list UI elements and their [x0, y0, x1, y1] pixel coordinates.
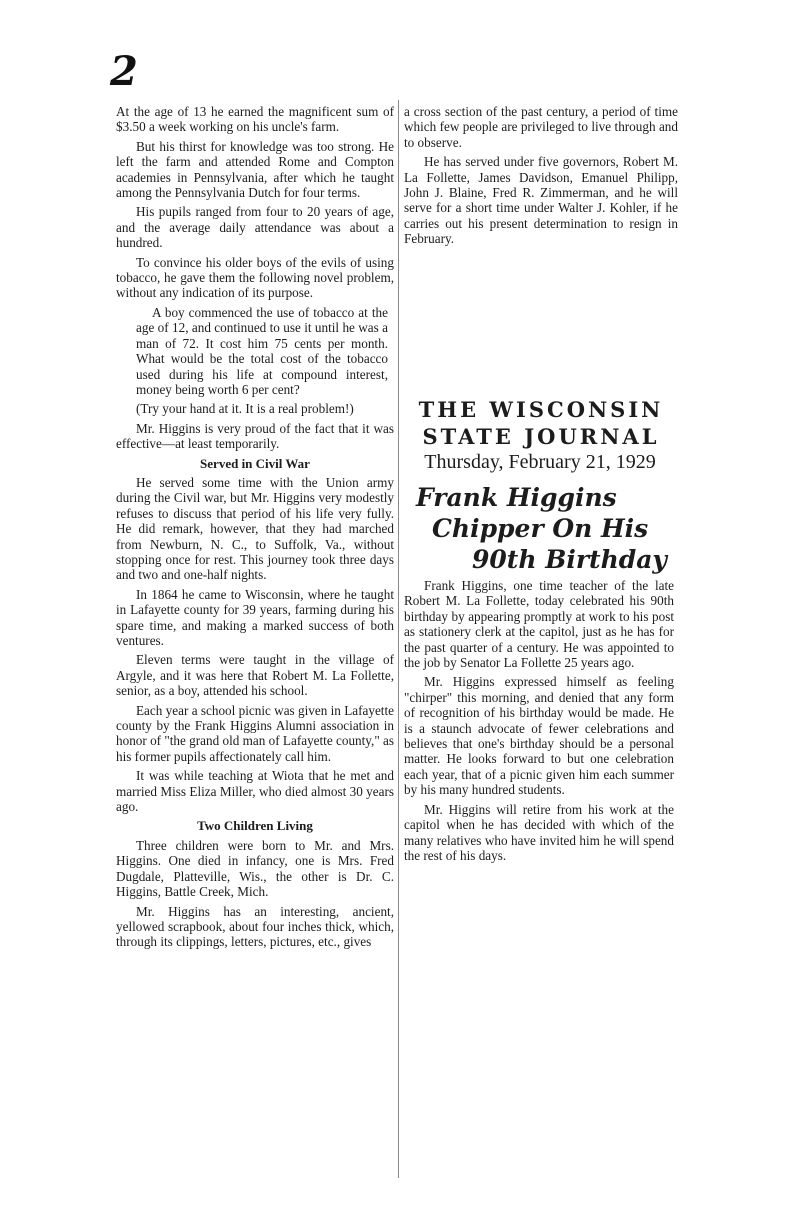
- paragraph: At the age of 13 he earned the magnificent sum of $3.50 a week working on his uncle's farm.: [116, 104, 394, 135]
- paragraph: He has served under five governors, Robert M. La Follette, James Davidson, Emanuel Philipp, John J. Blaine, Fred R. Zimmerman, and he will serve for a short time under Walter J. Kohler, if he carries out his present determination to resign in February.: [404, 154, 678, 247]
- newspaper-masthead: [404, 396, 678, 450]
- handwritten-page-number: 2: [110, 48, 138, 95]
- paragraph: Frank Higgins, one time teacher of the late Robert M. La Follette, today celebrated his 90th birthday by appearing promptly at work to his post as stationery clerk at the capitol, just as he has for the past quarter of a century. He was appointed to the job by Senator La Follette 25 years ago.: [404, 578, 674, 671]
- paragraph: (Try your hand at it. It is a real problem!): [136, 401, 354, 417]
- paragraph: His pupils ranged from four to 20 years of age, and the average daily attendance was about a hundred.: [116, 204, 394, 251]
- masthead-line-1: THE WISCONSIN: [418, 397, 664, 422]
- paragraph: Three children were born to Mr. and Mrs. Higgins. One died in infancy, one is Mrs. Fred Dugdale, Platteville, Wis., the other is Dr. C. Higgins, Battle Creek, Mich.: [116, 837, 394, 900]
- subheading-two-children-living: Two Children Living: [197, 818, 313, 834]
- paragraph: In 1864 he came to Wisconsin, where he taught in Lafayette county for 39 years, farming during his spare time, and making a marked success of both ventures.: [116, 586, 394, 648]
- subheading-served-in-civil-war: Served in Civil War: [200, 455, 310, 471]
- column-divider: [398, 100, 399, 1178]
- paragraph: a cross section of the past century, a period of time which few people are privileged to live through and to observe.: [404, 104, 678, 150]
- paragraph: He served some time with the Union army during the Civil war, but Mr. Higgins very modestly refuses to discuss that period of his life very fully. He did remark, however, that they had marched from Newburn, N. C., to Suffolk, Va., without stopping once for rest. This journey took three days and two and one-half nights.: [116, 474, 394, 583]
- paragraph: To convince his older boys of the evils of using tobacco, he gave them the following novel problem, without any indication of its purpose.: [116, 254, 394, 301]
- right-bottom-column: [404, 578, 674, 867]
- headline-line-3: 90th Birthday: [472, 545, 667, 574]
- paragraph: It was while teaching at Wiota that he met and married Miss Eliza Miller, who died almost 30 years ago.: [116, 768, 394, 815]
- paragraph: Mr. Higgins expressed himself as feeling "chirper" this morning, and denied that any form of recognition of his birthday would be made. He is a staunch advocate of fewer celebrations and believes that one's birthday should be a personal matter. He looks forward to but one celebration each year, that of a picnic given him each summer by his many hundred students.: [404, 674, 674, 798]
- headline-line-1: Frank Higgins: [416, 483, 617, 512]
- left-article-column: [116, 104, 394, 954]
- paragraph: Mr. Higgins is very proud of the fact that it was effective—at least temporarily.: [116, 420, 394, 452]
- paragraph: But his thirst for knowledge was too strong. He left the farm and attended Rome and Compton academies in Pennsylvania, after which he taught among the Pennsylvania Dutch for four terms.: [116, 138, 394, 201]
- masthead-line-2: STATE JOURNAL: [422, 424, 660, 449]
- tobacco-problem: A boy commenced the use of tobacco at the age of 12, and continued to use it until he was a man of 72. It cost him 75 cents per month. What would be the total cost of the tobacco used during his life at compound interest, money being worth 6 per cent?: [136, 304, 388, 397]
- right-top-column: [404, 104, 678, 251]
- headline-line-2: Chipper On His: [432, 514, 649, 543]
- paragraph: Mr. Higgins has an interesting, ancient, yellowed scrapbook, about four inches thick, which, through its clippings, letters, pictures, etc., gives: [116, 903, 394, 950]
- article-headline: [404, 482, 678, 575]
- paragraph: Mr. Higgins will retire from his work at the capitol when he has decided with which of the many relatives who have invited him he will spend the rest of his days.: [404, 801, 674, 863]
- paragraph: Eleven terms were taught in the village of Argyle, and it was here that Robert M. La Follette, senior, as a boy, attended his school.: [116, 652, 394, 699]
- publication-date: Thursday, February 21, 1929: [424, 451, 656, 473]
- paragraph: Each year a school picnic was given in Lafayette county by the Frank Higgins Alumni association in honor of "the grand old man of Lafayette county," as his former pupils affectionately call him.: [116, 702, 394, 764]
